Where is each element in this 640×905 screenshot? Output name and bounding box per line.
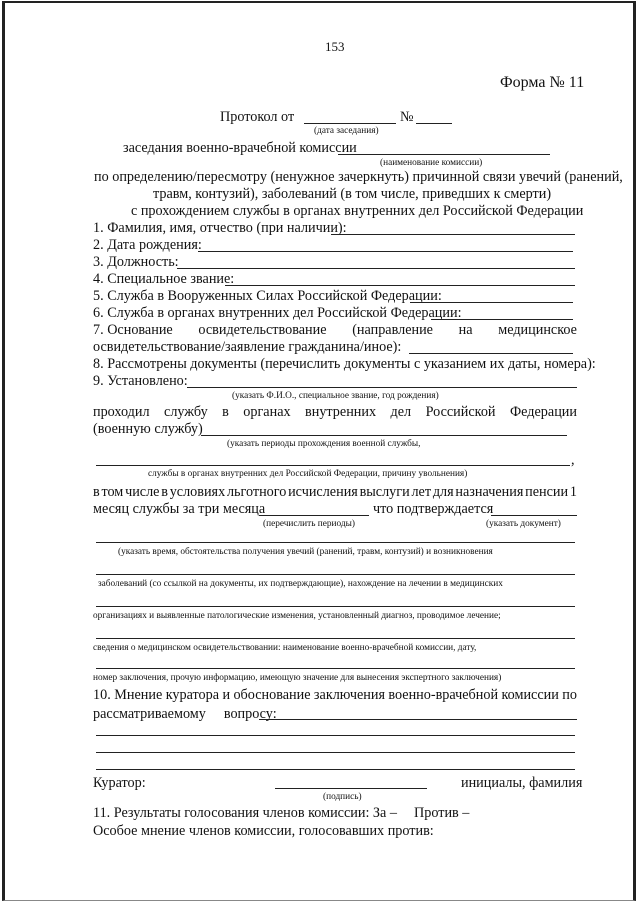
field-birth-date-input[interactable] bbox=[198, 251, 573, 252]
hint-long-1: (указать время, обстоятельства получения увечий (ранений, травм, контузий) и возникновения bbox=[118, 547, 493, 557]
service-word: службу bbox=[164, 404, 208, 420]
hint-long-3: организациях и выявленные патологические изменения, установленный диагноз, проводимое лечение; bbox=[93, 611, 501, 621]
field-label-internal-affairs: 6. Служба в органах внутренних дел Российской Федерации: bbox=[93, 305, 462, 321]
pref-word: льготного bbox=[226, 484, 287, 500]
service-word: Российской bbox=[425, 404, 496, 420]
item7-word: 7. Основание bbox=[93, 322, 173, 338]
service-word: дел bbox=[390, 404, 412, 420]
item10-word: обоснование bbox=[233, 687, 311, 703]
hint-long-5: номер заключения, прочую информацию, имеющую значение для вынесения экспертного заключения) bbox=[93, 673, 502, 683]
date-hint: (дата заседания) bbox=[314, 126, 379, 136]
meeting-label: заседания военно-врачебной комиссии bbox=[123, 140, 357, 156]
item9-established-input[interactable] bbox=[187, 387, 577, 388]
pref-word: том bbox=[101, 484, 124, 500]
item9-hint-name: (указать Ф.И.О., специальное звание, год рождения) bbox=[232, 391, 439, 401]
protocol-number-field[interactable] bbox=[416, 123, 452, 124]
field-label-birth-date: 2. Дата рождения: bbox=[93, 237, 202, 253]
field-label-full-name: 1. Фамилия, имя, отчество (при наличии): bbox=[93, 220, 347, 236]
item7-basis-input[interactable] bbox=[409, 353, 573, 354]
form-title: Форма № 11 bbox=[500, 74, 585, 91]
circumstances-input-3[interactable] bbox=[96, 606, 575, 607]
commission-hint: (наименование комиссии) bbox=[380, 158, 483, 168]
pref-word: 1 bbox=[569, 484, 577, 500]
protocol-from-label: Протокол от bbox=[220, 109, 295, 125]
pref-word: исчисления bbox=[288, 484, 358, 500]
item7-line-2: освидетельствование/заявление гражданина/иное): bbox=[93, 339, 402, 355]
item10-word: вопросу: bbox=[223, 706, 277, 722]
hint-long-2: заболеваний (со ссылкой на документы, их подтверждающие), нахождение на лечении в медицинских bbox=[98, 579, 503, 589]
pref-word: числе bbox=[125, 484, 160, 500]
purpose-line-2: травм, контузий), заболеваний (в том числе, приведших к смерти) bbox=[153, 186, 552, 202]
field-internal-affairs-input[interactable] bbox=[431, 319, 573, 320]
item10-word: рассматриваемому bbox=[93, 706, 206, 722]
item10-word: по bbox=[562, 687, 577, 703]
page-number: 153 bbox=[325, 39, 345, 54]
pref-word: условиях bbox=[169, 484, 226, 500]
confirmed-label: что подтверждается bbox=[373, 501, 494, 517]
opinion-input-2[interactable] bbox=[96, 735, 575, 736]
field-label-armed-forces: 5. Служба в Вооруженных Силах Российской Федерации: bbox=[93, 288, 442, 304]
service-comma: , bbox=[571, 452, 575, 468]
dissent-label: Особое мнение членов комиссии, голосовавших против: bbox=[93, 823, 434, 839]
item7-word: медицинское bbox=[498, 322, 577, 338]
hint-document: (указать документ) bbox=[486, 519, 561, 529]
opinion-input-1[interactable] bbox=[259, 719, 577, 720]
item8-label: 8. Рассмотрены документы (перечислить документы с указанием их даты, номера): bbox=[93, 356, 596, 372]
item10-word: куратора bbox=[165, 687, 220, 703]
vote-results-label: 11. Результаты голосования членов комиссии: За – bbox=[93, 805, 397, 821]
curator-signature-field[interactable] bbox=[275, 788, 427, 789]
hint-list-periods: (перечислить периоды) bbox=[263, 519, 355, 529]
protocol-date-field[interactable] bbox=[304, 123, 396, 124]
item10-word: 10. Мнение bbox=[93, 687, 163, 703]
month-label: месяц службы за три месяца bbox=[93, 501, 266, 517]
circumstances-input-2[interactable] bbox=[96, 574, 575, 575]
item7-line-1 bbox=[93, 322, 577, 338]
circumstances-input-5[interactable] bbox=[96, 668, 575, 669]
field-label-rank: 4. Специальное звание: bbox=[93, 271, 235, 287]
document-page bbox=[2, 1, 636, 901]
curator-label: Куратор: bbox=[93, 775, 146, 791]
item7-word: (направление bbox=[352, 322, 433, 338]
hint-service: службы в органах внутренних дел Российской Федерации, причину увольнения) bbox=[148, 469, 468, 479]
field-label-position: 3. Должность: bbox=[93, 254, 179, 270]
pref-word: лет bbox=[411, 484, 432, 500]
document-input[interactable] bbox=[491, 515, 577, 516]
hint-long-4: сведения о медицинском освидетельствовании: наименование военно-врачебной комиссии, дату, bbox=[93, 643, 477, 653]
field-full-name-input[interactable] bbox=[331, 234, 575, 235]
pref-word: выслуги bbox=[359, 484, 410, 500]
protocol-number-label: № bbox=[400, 109, 414, 125]
item10-word: военно-врачебной bbox=[388, 687, 499, 703]
circumstances-input-1[interactable] bbox=[96, 542, 575, 543]
pref-word: в bbox=[93, 484, 100, 500]
pref-word: в bbox=[161, 484, 168, 500]
circumstances-input-4[interactable] bbox=[96, 638, 575, 639]
opinion-input-4[interactable] bbox=[96, 769, 575, 770]
periods-input[interactable] bbox=[259, 515, 369, 516]
purpose-line-3: с прохождением службы в органах внутренних дел Российской Федерации bbox=[131, 203, 584, 219]
pref-word: пенсии bbox=[525, 484, 569, 500]
item9-label: 9. Установлено: bbox=[93, 373, 188, 389]
item10-line-1 bbox=[93, 687, 577, 703]
signature-hint: (подпись) bbox=[323, 792, 362, 802]
curator-name-label: инициалы, фамилия bbox=[461, 775, 583, 791]
commission-name-field[interactable] bbox=[338, 154, 550, 155]
preferential-line bbox=[93, 484, 577, 500]
item9-service-line bbox=[93, 404, 577, 420]
military-service-input[interactable] bbox=[201, 435, 567, 436]
item7-word: на bbox=[458, 322, 473, 338]
military-service-label: (военную службу) bbox=[93, 421, 203, 437]
pref-word: назначения bbox=[455, 484, 524, 500]
item10-word: и bbox=[222, 687, 231, 703]
item7-word: освидетельствование bbox=[198, 322, 327, 338]
field-position-input[interactable] bbox=[177, 268, 575, 269]
field-armed-forces-input[interactable] bbox=[410, 302, 573, 303]
vote-against-label: Против – bbox=[414, 805, 470, 821]
service-periods-input[interactable] bbox=[96, 465, 570, 466]
service-word: проходил bbox=[93, 404, 150, 420]
field-rank-input[interactable] bbox=[225, 285, 575, 286]
item10-word: комиссии bbox=[501, 687, 559, 703]
purpose-line-1: по определению/пересмотру (ненужное зачеркнуть) причинной связи увечий (ранений, bbox=[94, 169, 623, 185]
service-word: в bbox=[222, 404, 229, 420]
service-word: органах bbox=[243, 404, 291, 420]
service-word: внутренних bbox=[305, 404, 377, 420]
item10-word: заключения bbox=[313, 687, 385, 703]
hint-periods: (указать периоды прохождения военной службы, bbox=[227, 439, 421, 449]
pref-word: для bbox=[432, 484, 454, 500]
item10-line-2 bbox=[93, 706, 277, 722]
service-word: Федерации bbox=[509, 404, 577, 420]
opinion-input-3[interactable] bbox=[96, 752, 575, 753]
